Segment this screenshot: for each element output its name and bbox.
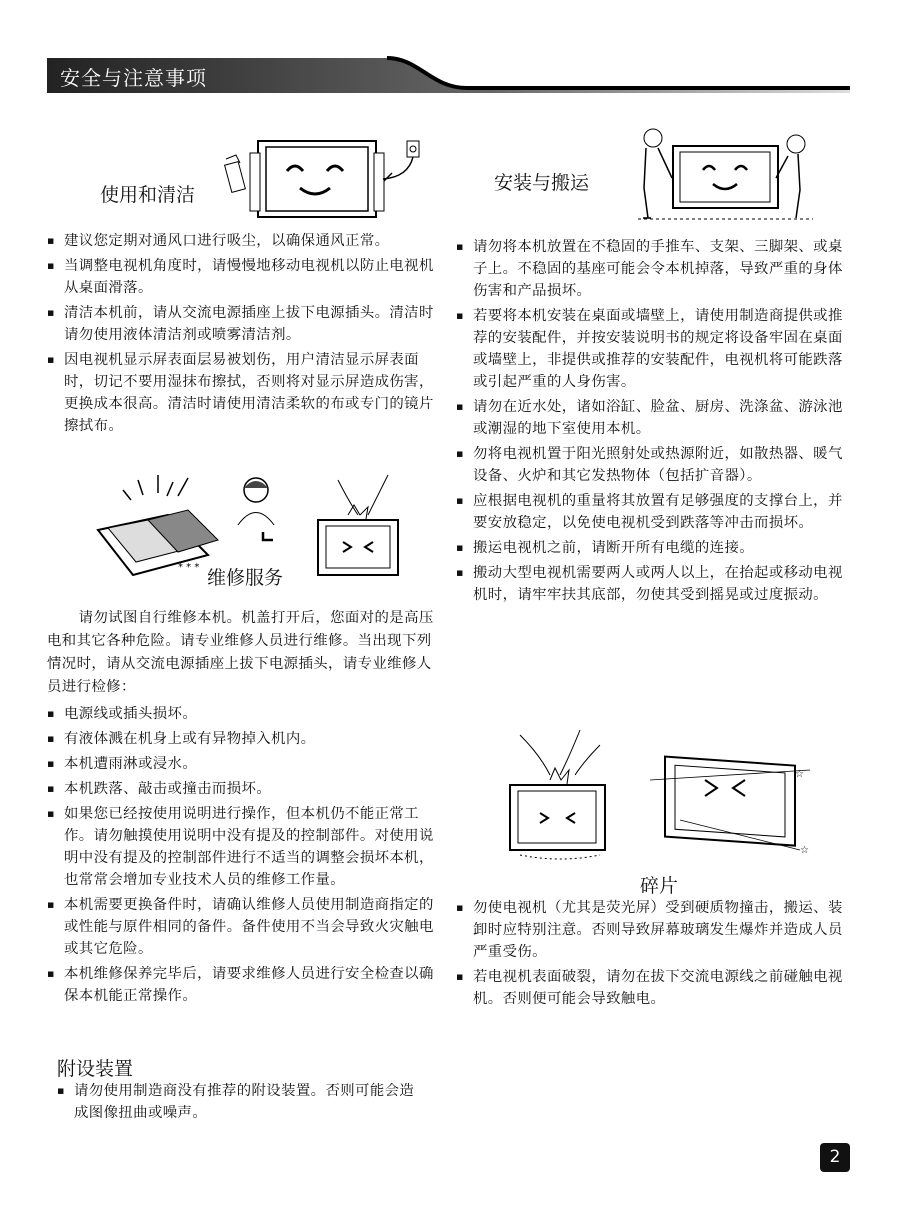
svg-text:* * *: * * *	[178, 562, 200, 573]
service-intro: 请勿试图自行维修本机。机盖打开后，您面对的是高压电和其它各种危险。请专业维修人员进行维修。当出现下列情况时，请从交流电源插座上拔下电源插头，请专业维修人员进行检修：	[47, 610, 434, 695]
list-item: ▪ 电源线或插头损坏。	[47, 703, 437, 725]
svg-text:☆: ☆	[800, 845, 809, 856]
debris-list	[456, 897, 856, 1010]
cleaning-list	[47, 230, 447, 437]
list-item: ▪ 本机需要更换备件时，请确认维修人员使用制造商指定的或性能与原件相同的备件。备件使用不当会导致火灾触电或其它危险。	[47, 894, 437, 960]
service-list	[47, 703, 437, 1007]
list-item: ▪ 请勿在近水处，诸如浴缸、脸盆、厨房、洗涤盆、游泳池或潮湿的地下室使用本机。	[456, 396, 856, 440]
tv-carry-illustration	[638, 126, 813, 221]
list-item: ▪ 搬运电视机之前，请断开所有电缆的连接。	[456, 537, 856, 559]
list-item: ▪ 若电视机表面破裂，请勿在拔下交流电源线之前碰触电视机。否则便可能会导致触电。	[456, 966, 856, 1010]
list-item: ▪ 应根据电视机的重量将其放置有足够强度的支撑台上，并要安放稳定，以免使电视机受到跌落等冲击而损坏。	[456, 490, 856, 534]
list-item: ▪ 当调整电视机角度时，请慢慢地移动电视机以防止电视机从桌面滑落。	[47, 255, 447, 299]
cleaning-heading: 使用和清洁	[100, 184, 196, 206]
list-item: ▪ 本机遭雨淋或浸水。	[47, 753, 437, 775]
tv-cleaning-illustration	[222, 133, 432, 223]
install-heading: 安装与搬运	[494, 172, 590, 194]
page-number: 2	[820, 1143, 850, 1172]
accessories-list	[57, 1080, 427, 1124]
list-item: ▪ 如果您已经按使用说明进行操作，但本机仍不能正常工作。请勿触摸使用说明中没有提及的控制部件。对使用说明中没有提及的控制部件进行不适当的调整会损坏本机，也常常会增加专业技术人员的维修工作量。	[47, 803, 437, 891]
list-item: ▪ 有液体溅在机身上或有异物掉入机内。	[47, 728, 437, 750]
list-item: ▪ 勿使电视机（尤其是荧光屏）受到硬质物撞击，搬运、装卸时应特别注意。否则导致屏幕玻璃发生爆炸并造成人员严重受伤。	[456, 897, 856, 963]
list-item: ▪ 建议您定期对通风口进行吸尘，以确保通风正常。	[47, 230, 447, 252]
install-list	[456, 236, 856, 606]
debris-heading: 碎片	[640, 875, 679, 897]
list-item: ▪ 本机跌落、敲击或撞击而损坏。	[47, 778, 437, 800]
list-item: ▪ 清洁本机前，请从交流电源插座上拔下电源插头。清洁时请勿使用液体清洁剂或喷雾清洁剂。	[47, 302, 447, 346]
page-title: 安全与注意事项	[60, 66, 207, 90]
list-item: ▪ 本机维修保养完毕后，请要求维修人员进行安全检查以确保本机能正常操作。	[47, 963, 437, 1007]
svg-text:☆: ☆	[795, 769, 804, 780]
service-heading: 维修服务	[207, 567, 284, 589]
list-item: ▪ 因电视机显示屏表面层易被划伤，用户清洁显示屏表面时，切记不要用湿抹布擦拭，否则将对显示屏造成伤害，更换成本很高。清洁时请使用清洁柔软的布或专门的镜片擦拭布。	[47, 349, 447, 437]
list-item: ▪ 请勿将本机放置在不稳固的手推车、支架、三脚架、或桌子上。不稳固的基座可能会令本机掉落，导致严重的身体伤害和产品损坏。	[456, 236, 856, 302]
accessories-heading: 附设装置	[57, 1058, 134, 1080]
list-item: ▪ 请勿使用制造商没有推荐的附设装置。否则可能会造成图像扭曲或噪声。	[57, 1080, 427, 1124]
broken-tv-illustration	[500, 725, 820, 865]
list-item: ▪ 勿将电视机置于阳光照射处或热源附近，如散热器、暖气设备、火炉和其它发热物体（包括扩音器）。	[456, 443, 856, 487]
list-item: ▪ 若要将本机安装在桌面或墙壁上，请使用制造商提供或推荐的安装配件，并按安装说明书的规定将设备牢固在桌面或墙壁上，非提供或推荐的安装配件，电视机将可能跌落或引起严重的人身伤害。	[456, 305, 856, 393]
list-item: ▪ 搬动大型电视机需要两人或两人以上，在抬起或移动电视机时，请牢牢扶其底部，勿使其受到摇晃或过度振动。	[456, 562, 856, 606]
